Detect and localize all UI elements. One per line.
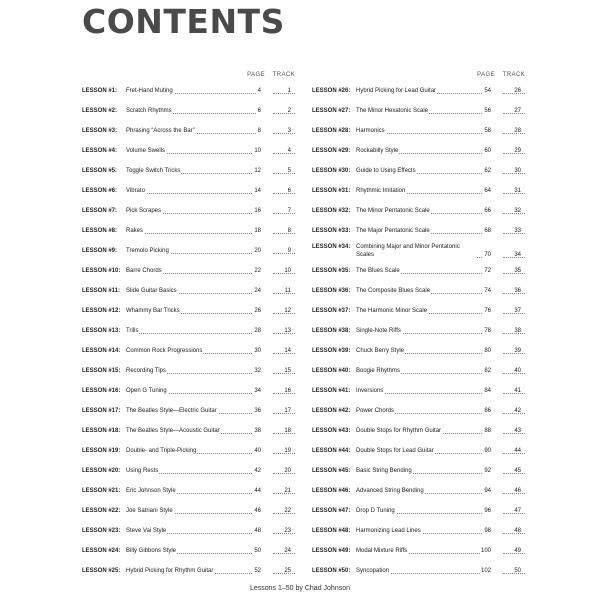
lesson-title: Power Chords	[356, 408, 395, 414]
lesson-title: Advanced String Bending	[356, 488, 424, 494]
lesson-entry	[82, 482, 295, 502]
lesson-title: Rhythmic Imitation	[356, 188, 406, 194]
lesson-title: Recording Tips	[126, 368, 167, 374]
lesson-number: LESSON #30:	[312, 168, 351, 174]
lesson-number: LESSON #5:	[82, 168, 118, 174]
lesson-title: The Harmonic Minor Scale	[356, 308, 428, 314]
lesson-number: LESSON #2:	[82, 108, 118, 114]
lesson-track: 19	[284, 448, 291, 454]
lesson-page: 72	[484, 268, 491, 274]
lesson-number: LESSON #20:	[82, 468, 121, 474]
lesson-number: LESSON #16:	[82, 388, 121, 394]
lesson-number: LESSON #21:	[82, 488, 121, 494]
lesson-number: LESSON #22:	[82, 508, 121, 514]
lesson-number: LESSON #48:	[312, 528, 351, 534]
lesson-track: 20	[284, 468, 291, 474]
lesson-track: 30	[514, 168, 521, 174]
lesson-page: 16	[254, 208, 261, 214]
lesson-title: Scratch Rhythms	[126, 108, 172, 114]
lesson-track: 37	[514, 308, 521, 314]
lesson-track: 32	[514, 208, 521, 214]
lesson-page: 50	[254, 548, 261, 554]
lesson-title: Single-Note Riffs	[356, 328, 401, 334]
track-column-heading: TRACK	[272, 72, 295, 78]
lesson-number: LESSON #15:	[82, 368, 121, 374]
lesson-entry	[312, 502, 525, 522]
lesson-track: 36	[514, 288, 521, 294]
lesson-page: 54	[484, 88, 491, 94]
lesson-page: 74	[484, 288, 491, 294]
track-column-heading: TRACK	[502, 72, 525, 78]
lesson-track: 26	[514, 88, 521, 94]
lesson-track: 27	[514, 108, 521, 114]
lesson-entry	[82, 342, 295, 362]
lesson-number: LESSON #13:	[82, 328, 121, 334]
lesson-title: Rockabilly Style	[356, 148, 399, 154]
lesson-title: Open G Tuning	[126, 388, 167, 394]
lesson-number: LESSON #46:	[312, 488, 351, 494]
lesson-track: 38	[514, 328, 521, 334]
lesson-page: 76	[484, 308, 491, 314]
lesson-track: 1	[287, 88, 291, 94]
lesson-list-left	[82, 82, 295, 582]
lesson-track: 22	[284, 508, 291, 514]
lesson-entry	[312, 222, 525, 242]
contents-column-left	[82, 72, 295, 582]
lesson-number: LESSON #32:	[312, 208, 351, 214]
column-header	[312, 72, 525, 82]
lesson-entry	[82, 402, 295, 422]
lesson-page: 40	[254, 448, 261, 454]
lesson-title: Tremolo Picking	[126, 248, 169, 254]
lesson-entry	[82, 442, 295, 462]
lesson-title: Harmonizing Lead Lines	[356, 528, 421, 534]
lesson-entry	[82, 542, 295, 562]
lesson-title: Slide Guitar Basics	[126, 288, 177, 294]
lesson-number: LESSON #4:	[82, 148, 118, 154]
lesson-title: Rakes	[126, 228, 144, 234]
lesson-number: LESSON #17:	[82, 408, 121, 414]
column-header	[82, 72, 295, 82]
lesson-track: 4	[287, 148, 291, 154]
lesson-number: LESSON #24:	[82, 548, 121, 554]
lesson-entry	[312, 382, 525, 402]
lesson-entry	[82, 182, 295, 202]
lesson-number: LESSON #47:	[312, 508, 351, 514]
lesson-title: Boogie Rhythms	[356, 368, 401, 374]
lesson-title: Hybrid Picking for Lead Guitar	[356, 88, 437, 94]
lesson-entry	[82, 102, 295, 122]
lesson-title: Modal Mixture Riffs	[356, 548, 408, 554]
lesson-entry	[82, 242, 295, 262]
lesson-track: 33	[514, 228, 521, 234]
lesson-number: LESSON #34:	[312, 244, 351, 250]
lesson-entry	[82, 382, 295, 402]
leader-dots	[126, 233, 258, 234]
lesson-entry	[82, 282, 295, 302]
lesson-page: 66	[484, 208, 491, 214]
lesson-entry	[82, 322, 295, 342]
lesson-entry	[82, 162, 295, 182]
lesson-track: 3	[287, 128, 291, 134]
lesson-page: 82	[484, 368, 491, 374]
lesson-title: Billy Gibbons Style	[126, 548, 177, 554]
lesson-page: 18	[254, 228, 261, 234]
lesson-page: 68	[484, 228, 491, 234]
lesson-track: 9	[287, 248, 291, 254]
lesson-title: Fret-Hand Muting	[126, 88, 173, 94]
lesson-page: 32	[254, 368, 261, 374]
lesson-track: 21	[284, 488, 291, 494]
lesson-number: LESSON #37:	[312, 308, 351, 314]
lesson-page: 12	[254, 168, 261, 174]
lesson-title: Phrasing “Across the Bar”	[126, 128, 195, 134]
lesson-entry	[82, 362, 295, 382]
lesson-track: 11	[284, 288, 291, 294]
lesson-page: 10	[254, 148, 261, 154]
lesson-title: Whammy Bar Tricks	[126, 308, 180, 314]
lesson-entry	[312, 482, 525, 502]
lesson-entry	[82, 262, 295, 282]
lesson-entry	[312, 202, 525, 222]
lesson-page: 80	[484, 348, 491, 354]
lesson-track: 28	[514, 128, 521, 134]
lesson-page: 20	[254, 248, 261, 254]
lesson-title: The Composite Blues Scale	[356, 288, 431, 294]
lesson-number: LESSON #27:	[312, 108, 351, 114]
lesson-title: The Blues Scale	[356, 268, 400, 274]
lesson-page: 38	[254, 428, 261, 434]
lesson-page: 56	[484, 108, 491, 114]
lesson-title: Chuck Berry Style	[356, 348, 405, 354]
lesson-track: 29	[514, 148, 521, 154]
lesson-entry	[82, 222, 295, 242]
lesson-track: 45	[514, 468, 521, 474]
lesson-entry	[82, 202, 295, 222]
lesson-title: Using Rests	[126, 468, 159, 474]
lesson-entry	[312, 122, 525, 142]
lesson-title: Double Stops for Lead Guitar	[356, 448, 434, 454]
lesson-title: Barre Chords	[126, 268, 162, 274]
lesson-track: 44	[514, 448, 521, 454]
lesson-track: 35	[514, 268, 521, 274]
lesson-page: 34	[254, 388, 261, 394]
lesson-page: 70	[484, 252, 491, 258]
lesson-page: 98	[484, 528, 491, 534]
lesson-number: LESSON #23:	[82, 528, 121, 534]
lesson-number: LESSON #42:	[312, 408, 351, 414]
lesson-page: 28	[254, 328, 261, 334]
page-title: CONTENTS	[82, 2, 285, 41]
lesson-entry	[312, 442, 525, 462]
lesson-number: LESSON #35:	[312, 268, 351, 274]
lesson-entry	[312, 262, 525, 282]
lesson-track: 8	[287, 228, 291, 234]
contents-column-right	[312, 72, 525, 582]
lesson-number: LESSON #1:	[82, 88, 118, 94]
lesson-track: 12	[284, 308, 291, 314]
lesson-track: 42	[514, 408, 521, 414]
lesson-track: 46	[514, 488, 521, 494]
lesson-number: LESSON #19:	[82, 448, 121, 454]
lesson-title: Harmonics	[356, 128, 385, 134]
lesson-page: 62	[484, 168, 491, 174]
lesson-entry	[312, 142, 525, 162]
lesson-page: 14	[254, 188, 261, 194]
lesson-title: Syncopation	[356, 568, 390, 574]
lesson-title: Hybrid Picking for Rhythm Guitar	[126, 568, 214, 574]
lesson-number: LESSON #9:	[82, 248, 118, 254]
lesson-entry	[312, 542, 525, 562]
lesson-entry	[82, 142, 295, 162]
lesson-title: Steve Vai Style	[126, 528, 167, 534]
lesson-title: Eric Johnson Style	[126, 488, 176, 494]
lesson-track: 40	[514, 368, 521, 374]
lesson-track: 50	[514, 568, 521, 574]
lesson-track: 18	[284, 428, 291, 434]
lesson-entry	[312, 362, 525, 382]
lesson-track: 31	[514, 188, 521, 194]
lesson-page: 22	[254, 268, 261, 274]
lesson-track: 6	[287, 188, 291, 194]
lesson-track: 5	[287, 168, 291, 174]
lesson-track: 48	[514, 528, 521, 534]
lesson-number: LESSON #36:	[312, 288, 351, 294]
lesson-page: 44	[254, 488, 261, 494]
lesson-title: Double- and Triple-Picking	[126, 448, 197, 454]
lesson-page: 94	[484, 488, 491, 494]
lesson-title: Volume Swells	[126, 148, 166, 154]
lesson-entry	[312, 322, 525, 342]
lesson-number: LESSON #6:	[82, 188, 118, 194]
lesson-page: 46	[254, 508, 261, 514]
lesson-page: 52	[254, 568, 261, 574]
lesson-entry	[82, 82, 295, 102]
lesson-number: LESSON #29:	[312, 148, 351, 154]
lesson-title: The Beatles Style—Acoustic Guitar	[126, 428, 220, 434]
page-column-heading: PAGE	[247, 72, 265, 78]
lesson-number: LESSON #39:	[312, 348, 351, 354]
lesson-entry	[312, 402, 525, 422]
lesson-number: LESSON #44:	[312, 448, 351, 454]
lesson-entry	[312, 302, 525, 322]
lesson-page: 4	[257, 88, 261, 94]
lesson-track: 14	[284, 348, 291, 354]
lesson-page: 78	[484, 328, 491, 334]
lesson-title: Guide to Using Effects	[356, 168, 416, 174]
lesson-entry	[312, 82, 525, 102]
lesson-entry	[82, 302, 295, 322]
lesson-number: LESSON #43:	[312, 428, 351, 434]
lesson-title: Trills	[126, 328, 139, 334]
lesson-number: LESSON #14:	[82, 348, 121, 354]
lesson-page: 100	[480, 548, 491, 554]
lesson-number: LESSON #31:	[312, 188, 351, 194]
lesson-number: LESSON #28:	[312, 128, 351, 134]
lesson-page: 92	[484, 468, 491, 474]
lesson-entry	[312, 182, 525, 202]
lesson-entry	[312, 282, 525, 302]
lesson-track: 39	[514, 348, 521, 354]
lesson-title: The Beatles Style—Electric Guitar	[126, 408, 217, 414]
lesson-track: 41	[514, 388, 521, 394]
page-column-heading: PAGE	[477, 72, 495, 78]
lesson-title: Drop D Tuning	[356, 508, 395, 514]
lesson-entry	[312, 462, 525, 482]
lesson-number: LESSON #40:	[312, 368, 351, 374]
lesson-page: 6	[257, 108, 261, 114]
lesson-page: 96	[484, 508, 491, 514]
lesson-track: 13	[284, 328, 291, 334]
lesson-title: Combining Major and Minor Pentatonic Scales	[356, 243, 477, 259]
lesson-track: 16	[284, 388, 291, 394]
lesson-page: 30	[254, 348, 261, 354]
lesson-number: LESSON #12:	[82, 308, 121, 314]
lesson-number: LESSON #11:	[82, 288, 121, 294]
lesson-entry	[82, 502, 295, 522]
lesson-track: 34	[514, 252, 521, 258]
lesson-list-right	[312, 82, 525, 582]
lesson-entry	[82, 522, 295, 542]
lesson-track: 7	[287, 208, 291, 214]
lesson-number: LESSON #26:	[312, 88, 351, 94]
lesson-track: 25	[284, 568, 291, 574]
lesson-page: 26	[254, 308, 261, 314]
lesson-page: 24	[254, 288, 261, 294]
lesson-number: LESSON #25:	[82, 568, 121, 574]
lesson-track: 10	[284, 268, 291, 274]
lesson-track: 47	[514, 508, 521, 514]
lesson-number: LESSON #3:	[82, 128, 118, 134]
lesson-title: Toggle Switch Tricks	[126, 168, 181, 174]
lesson-number: LESSON #41:	[312, 388, 351, 394]
lesson-entry	[312, 162, 525, 182]
lesson-page: 88	[484, 428, 491, 434]
lesson-entry	[312, 562, 525, 582]
lesson-entry	[82, 462, 295, 482]
lesson-title: Basic String Bending	[356, 468, 412, 474]
lesson-page: 86	[484, 408, 491, 414]
lesson-number: LESSON #50:	[312, 568, 351, 574]
lesson-entry	[82, 422, 295, 442]
lesson-track: 43	[514, 428, 521, 434]
lesson-entry	[312, 242, 525, 262]
lesson-page: 64	[484, 188, 491, 194]
lesson-track: 17	[284, 408, 291, 414]
lesson-entry	[82, 122, 295, 142]
lesson-page: 60	[484, 148, 491, 154]
lesson-track: 24	[284, 548, 291, 554]
page-footer: Lessons 1–50 by Chad Johnson	[249, 585, 351, 592]
lesson-entry	[82, 562, 295, 582]
lesson-title: Pick Scrapes	[126, 208, 162, 214]
lesson-title: The Minor Pentatonic Scale	[356, 208, 430, 214]
lesson-page: 90	[484, 448, 491, 454]
lesson-number: LESSON #18:	[82, 428, 121, 434]
lesson-number: LESSON #49:	[312, 548, 351, 554]
lesson-entry	[312, 342, 525, 362]
lesson-track: 23	[284, 528, 291, 534]
lesson-title: Double Stops for Rhythm Guitar	[356, 428, 442, 434]
lesson-number: LESSON #8:	[82, 228, 118, 234]
lesson-entry	[312, 522, 525, 542]
lesson-number: LESSON #38:	[312, 328, 351, 334]
lesson-page: 42	[254, 468, 261, 474]
lesson-entry	[312, 102, 525, 122]
lesson-title: Inversions	[356, 388, 384, 394]
lesson-title: Joe Satriani Style	[126, 508, 173, 514]
lesson-title: The Minor Hexatonic Scale	[356, 108, 429, 114]
lesson-track: 2	[287, 108, 291, 114]
lesson-title: The Major Pentatonic Scale	[356, 228, 430, 234]
lesson-number: LESSON #7:	[82, 208, 118, 214]
lesson-page: 58	[484, 128, 491, 134]
lesson-page: 84	[484, 388, 491, 394]
lesson-track: 15	[284, 368, 291, 374]
lesson-title: Common Rock Progressions	[126, 348, 203, 354]
lesson-track: 49	[514, 548, 521, 554]
lesson-number: LESSON #45:	[312, 468, 351, 474]
lesson-title: Vibrato	[126, 188, 145, 194]
lesson-entry	[312, 422, 525, 442]
lesson-page: 8	[257, 128, 261, 134]
lesson-page: 36	[254, 408, 261, 414]
lesson-page: 48	[254, 528, 261, 534]
lesson-number: LESSON #10:	[82, 268, 121, 274]
lesson-page: 102	[480, 568, 491, 574]
leader-dots	[126, 333, 258, 334]
lesson-number: LESSON #33:	[312, 228, 351, 234]
